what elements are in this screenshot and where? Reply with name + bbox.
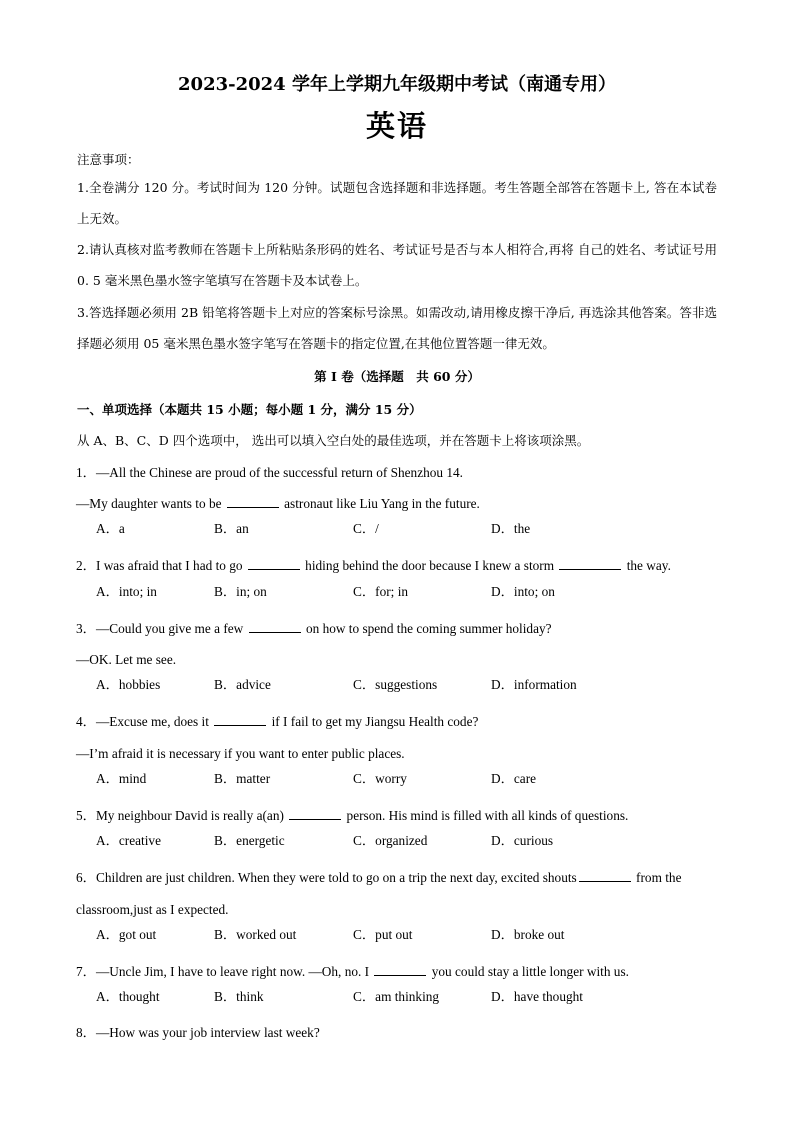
option-c: C．worry	[353, 771, 407, 786]
question-text: 4．—Excuse me, does it	[76, 714, 213, 729]
option-b: B．think	[214, 989, 264, 1004]
question-text: 2．I was afraid that I had to go	[76, 558, 246, 573]
answer-blank	[289, 807, 341, 820]
notice-item-1: 1.全卷满分 120 分。考试时间为 120 分钟。试题包含选择题和非选择题。考生答题全部答在答题卡上, 答在本试卷上无效。	[77, 180, 717, 226]
question-text: 3．—Could you give me a few	[76, 621, 247, 636]
option-b: B．an	[214, 521, 249, 536]
question-2-line	[76, 550, 716, 582]
option-c: C．am thinking	[353, 989, 440, 1004]
question-text: on how to spend the coming summer holiday?	[302, 621, 552, 636]
option-a: A．got out	[96, 927, 157, 942]
option-c: C．put out	[353, 927, 413, 942]
question-8-line	[76, 1017, 716, 1049]
question-4-line	[76, 706, 716, 738]
question-4-options	[96, 768, 716, 788]
answer-blank	[559, 557, 621, 570]
section-title: 一、单项选择（本题共 15 小题；每小题 1 分，满分 15 分）	[77, 402, 422, 417]
question-1-options	[96, 518, 716, 538]
option-c: C．organized	[353, 833, 428, 848]
question-6-options	[96, 924, 716, 944]
question-7-line	[76, 956, 716, 988]
option-b: B．matter	[214, 771, 271, 786]
section-instruction: 从 A、B、C、D 四个选项中， 选出可以填入空白处的最佳选项，并在答题卡上将该项涂黑。	[77, 433, 590, 448]
question-text: astronaut like Liu Yang in the future.	[280, 496, 480, 511]
question-6-line	[76, 894, 716, 926]
question-4-line	[76, 738, 716, 770]
option-a: A．hobbies	[96, 677, 161, 692]
question-5-line	[76, 800, 716, 832]
question-7-options	[96, 986, 716, 1006]
answer-blank	[249, 620, 301, 633]
option-d: D．care	[491, 771, 537, 786]
question-text: classroom,just as I expected.	[76, 902, 229, 917]
option-c: C．for; in	[353, 584, 409, 599]
question-6-line	[76, 862, 716, 894]
notice-item-2: 2.请认真核对监考教师在答题卡上所粘贴条形码的姓名、考试证号是否与本人相符合,再将 自己的姓名、考试证号用 0. 5 毫米黑色墨水签字笔填写在答题卡及本试卷上。	[77, 242, 717, 288]
question-3-line	[76, 613, 716, 645]
part-heading: 第 I 卷（选择题 共 60 分）	[314, 369, 480, 384]
question-text: you could stay a little longer with us.	[428, 964, 629, 979]
option-a: A．thought	[96, 989, 160, 1004]
answer-blank	[579, 869, 631, 882]
answer-blank	[214, 713, 266, 726]
option-d: D．the	[491, 521, 531, 536]
option-b: B．energetic	[214, 833, 285, 848]
option-c: C．suggestions	[353, 677, 438, 692]
question-text: hiding behind the door because I knew a storm	[301, 558, 558, 573]
option-a: A．creative	[96, 833, 161, 848]
question-text: the way.	[623, 558, 671, 573]
notice-item-3: 3.答选择题必须用 2B 铅笔将答题卡上对应的答案标号涂黑。如需改动,请用橡皮擦干净后, 再选涂其他答案。答非选择题必须用 05 毫米黑色墨水签字笔写在答题卡的指定位置,在其他位置答题一律无效。	[77, 305, 717, 351]
option-c: C．/	[353, 521, 379, 536]
question-text: 5．My neighbour David is really a(an)	[76, 808, 288, 823]
question-text: 6．Children are just children. When they were told to go on a trip the next day, excited shouts	[76, 870, 577, 885]
question-5-options	[96, 830, 716, 850]
notice-heading: 注意事项：	[77, 152, 140, 167]
question-1-line	[76, 457, 716, 489]
exam-title: 2023-2024 学年上学期九年级期中考试（南通专用）	[178, 74, 616, 95]
question-text: person. His mind is filled with all kinds of questions.	[343, 808, 629, 823]
answer-blank	[227, 495, 279, 508]
answer-blank	[374, 963, 426, 976]
question-3-options	[96, 674, 716, 694]
option-d: D．curious	[491, 833, 554, 848]
question-text: 1．—All the Chinese are proud of the successful return of Shenzhou 14.	[76, 465, 463, 480]
subject-title: 英语	[365, 109, 428, 143]
option-b: B．in; on	[214, 584, 267, 599]
option-a: A．into; in	[96, 584, 157, 599]
option-b: B．advice	[214, 677, 271, 692]
question-2-options	[96, 581, 716, 601]
option-d: D．into; on	[491, 584, 555, 599]
option-a: A．mind	[96, 771, 147, 786]
question-1-line	[76, 488, 716, 520]
question-text: —I’m afraid it is necessary if you want to enter public places.	[76, 746, 405, 761]
question-text: if I fail to get my Jiangsu Health code?	[268, 714, 479, 729]
question-text: —OK. Let me see.	[76, 652, 177, 667]
option-a: A．a	[96, 521, 125, 536]
question-text: 7．—Uncle Jim, I have to leave right now. —Oh, no. I	[76, 964, 373, 979]
question-3-line	[76, 644, 716, 676]
option-d: D．have thought	[491, 989, 583, 1004]
answer-blank	[248, 557, 300, 570]
question-text: —My daughter wants to be	[76, 496, 225, 511]
question-text: 8．—How was your job interview last week?	[76, 1025, 320, 1040]
option-d: D．information	[491, 677, 577, 692]
question-text: from the	[632, 870, 682, 885]
option-b: B．worked out	[214, 927, 297, 942]
option-d: D．broke out	[491, 927, 565, 942]
